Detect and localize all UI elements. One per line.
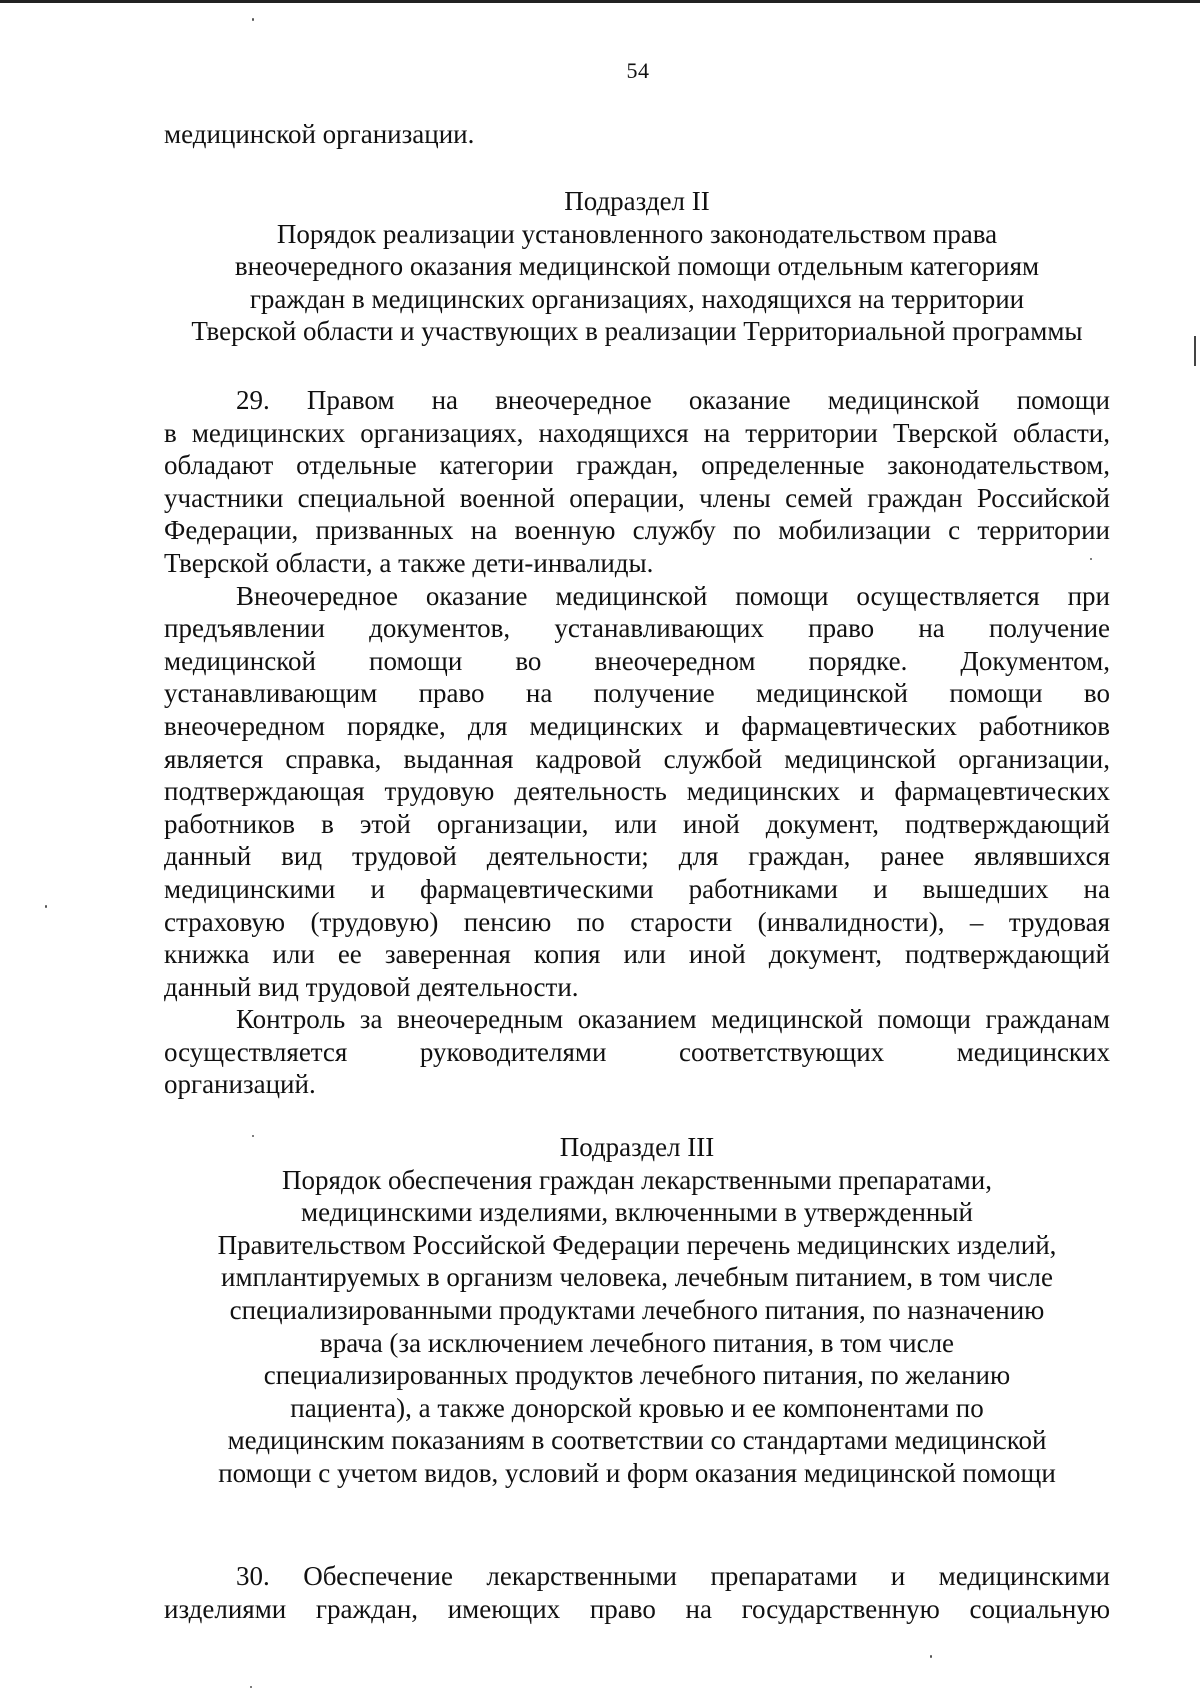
text-line: изделиями граждан, имеющих право на государственную социальную <box>164 1593 1110 1624</box>
subsection-3-title-line: имплантируемых в организм человека, лечебным питанием, в том числе <box>221 1262 1053 1293</box>
item-29-paragraph-1 <box>164 384 1110 580</box>
subsection-2-label: Подраздел II <box>564 186 710 216</box>
page-number: 54 <box>626 58 650 83</box>
text-line: 30. Обеспечение лекарственными препаратами и медицинскими <box>236 1561 1110 1591</box>
subsection-3-title-line: помощи с учетом видов, условий и форм оказания медицинской помощи <box>218 1457 1056 1488</box>
text-line: осуществляется руководителями соответствующих медицинских <box>164 1036 1110 1067</box>
text-line: Внеочередное оказание медицинской помощи осуществляется при <box>236 580 1110 611</box>
scan-top-border <box>0 0 1200 3</box>
text-line: является справка, выданная кадровой службой медицинской организации, <box>164 743 1110 774</box>
text-line: подтверждающая трудовую деятельность медицинских и фармацевтических <box>164 776 1110 807</box>
item-29 <box>164 384 1110 1101</box>
text-line: книжка или ее заверенная копия или иной документ, подтверждающий <box>164 939 1110 970</box>
subsection-3-label: Подраздел III <box>559 1132 715 1162</box>
scan-speck <box>930 1655 932 1658</box>
scan-speck <box>252 1135 254 1137</box>
scan-speck <box>1090 558 1092 560</box>
scan-speck <box>252 18 254 21</box>
text-line: страховую (трудовую) пенсию по старости (инвалидности), – трудовая <box>164 906 1110 937</box>
subsection-2-title-line: внеочередного оказания медицинской помощи отдельным категориям <box>234 251 1040 282</box>
item-29-paragraph-2 <box>164 580 1110 1004</box>
subsection-2-heading <box>164 185 1110 348</box>
text-line: 29. Правом на внеочередное оказание медицинской помощи <box>236 385 1110 415</box>
subsection-2-title-line: Порядок реализации установленного законодательством права <box>276 218 998 249</box>
text-line: участники специальной военной операции, члены семей граждан Российской <box>164 482 1110 513</box>
subsection-3-title-line: пациента), а также донорской кровью и ее компонентами по <box>290 1392 984 1423</box>
scan-speck <box>45 905 47 908</box>
subsection-3-title-line: медицинским показаниям в соответствии со стандартами медицинской <box>227 1425 1047 1456</box>
text-line: устанавливающим право на получение медицинской помощи во <box>164 678 1110 709</box>
subsection-3-title-line: медицинскими изделиями, включенными в утвержденный <box>301 1197 973 1228</box>
subsection-3-title-line: врача (за исключением лечебного питания, в том числе <box>319 1327 955 1358</box>
subsection-2-title-line: Тверской области и участвующих в реализации Территориальной программы <box>191 316 1083 347</box>
subsection-3-heading <box>164 1131 1110 1490</box>
text-line: Федерации, призванных на военную службу по мобилизации с территории <box>164 515 1110 546</box>
text-line: предъявлении документов, устанавливающих право на получение <box>164 613 1110 644</box>
subsection-3-title-line: специализированных продуктов лечебного питания, по желанию <box>263 1360 1011 1391</box>
subsection-3-title-line: Порядок обеспечения граждан лекарственными препаратами, <box>282 1164 992 1195</box>
subsection-3-title-line: специализированными продуктами лечебного питания, по назначению <box>229 1294 1045 1325</box>
scan-speck <box>250 1686 252 1688</box>
subsection-3-title-line: Правительством Российской Федерации перечень медицинских изделий, <box>217 1229 1057 1260</box>
text-line: внеочередном порядке, для медицинских и фармацевтических работников <box>164 710 1110 741</box>
text-line: медицинской помощи во внеочередном порядке. Документом, <box>164 645 1110 676</box>
text-line: Тверской области, а также дети-инвалиды. <box>164 547 654 578</box>
text-line: данный вид трудовой деятельности; для граждан, ранее являвшихся <box>164 841 1110 872</box>
text-line: Контроль за внеочередным оказанием медицинской помощи гражданам <box>236 1004 1110 1035</box>
scan-edge-mark <box>1194 336 1196 366</box>
item-29-paragraph-3 <box>164 1003 1110 1101</box>
text-line: организаций. <box>164 1069 316 1100</box>
continued-text: медицинской организации. <box>164 119 475 149</box>
item-30 <box>164 1560 1110 1625</box>
subsection-2-title-line: граждан в медицинских организациях, находящихся на территории <box>249 283 1025 314</box>
text-line: обладают отдельные категории граждан, определенные законодательством, <box>164 450 1110 481</box>
text-line: работников в этой организации, или иной документ, подтверждающий <box>164 808 1110 839</box>
text-line: данный вид трудовой деятельности. <box>164 971 579 1002</box>
text-line: в медицинских организациях, находящихся на территории Тверской области, <box>164 417 1110 448</box>
text-line: медицинскими и фармацевтическими работниками и вышедших на <box>164 873 1110 904</box>
